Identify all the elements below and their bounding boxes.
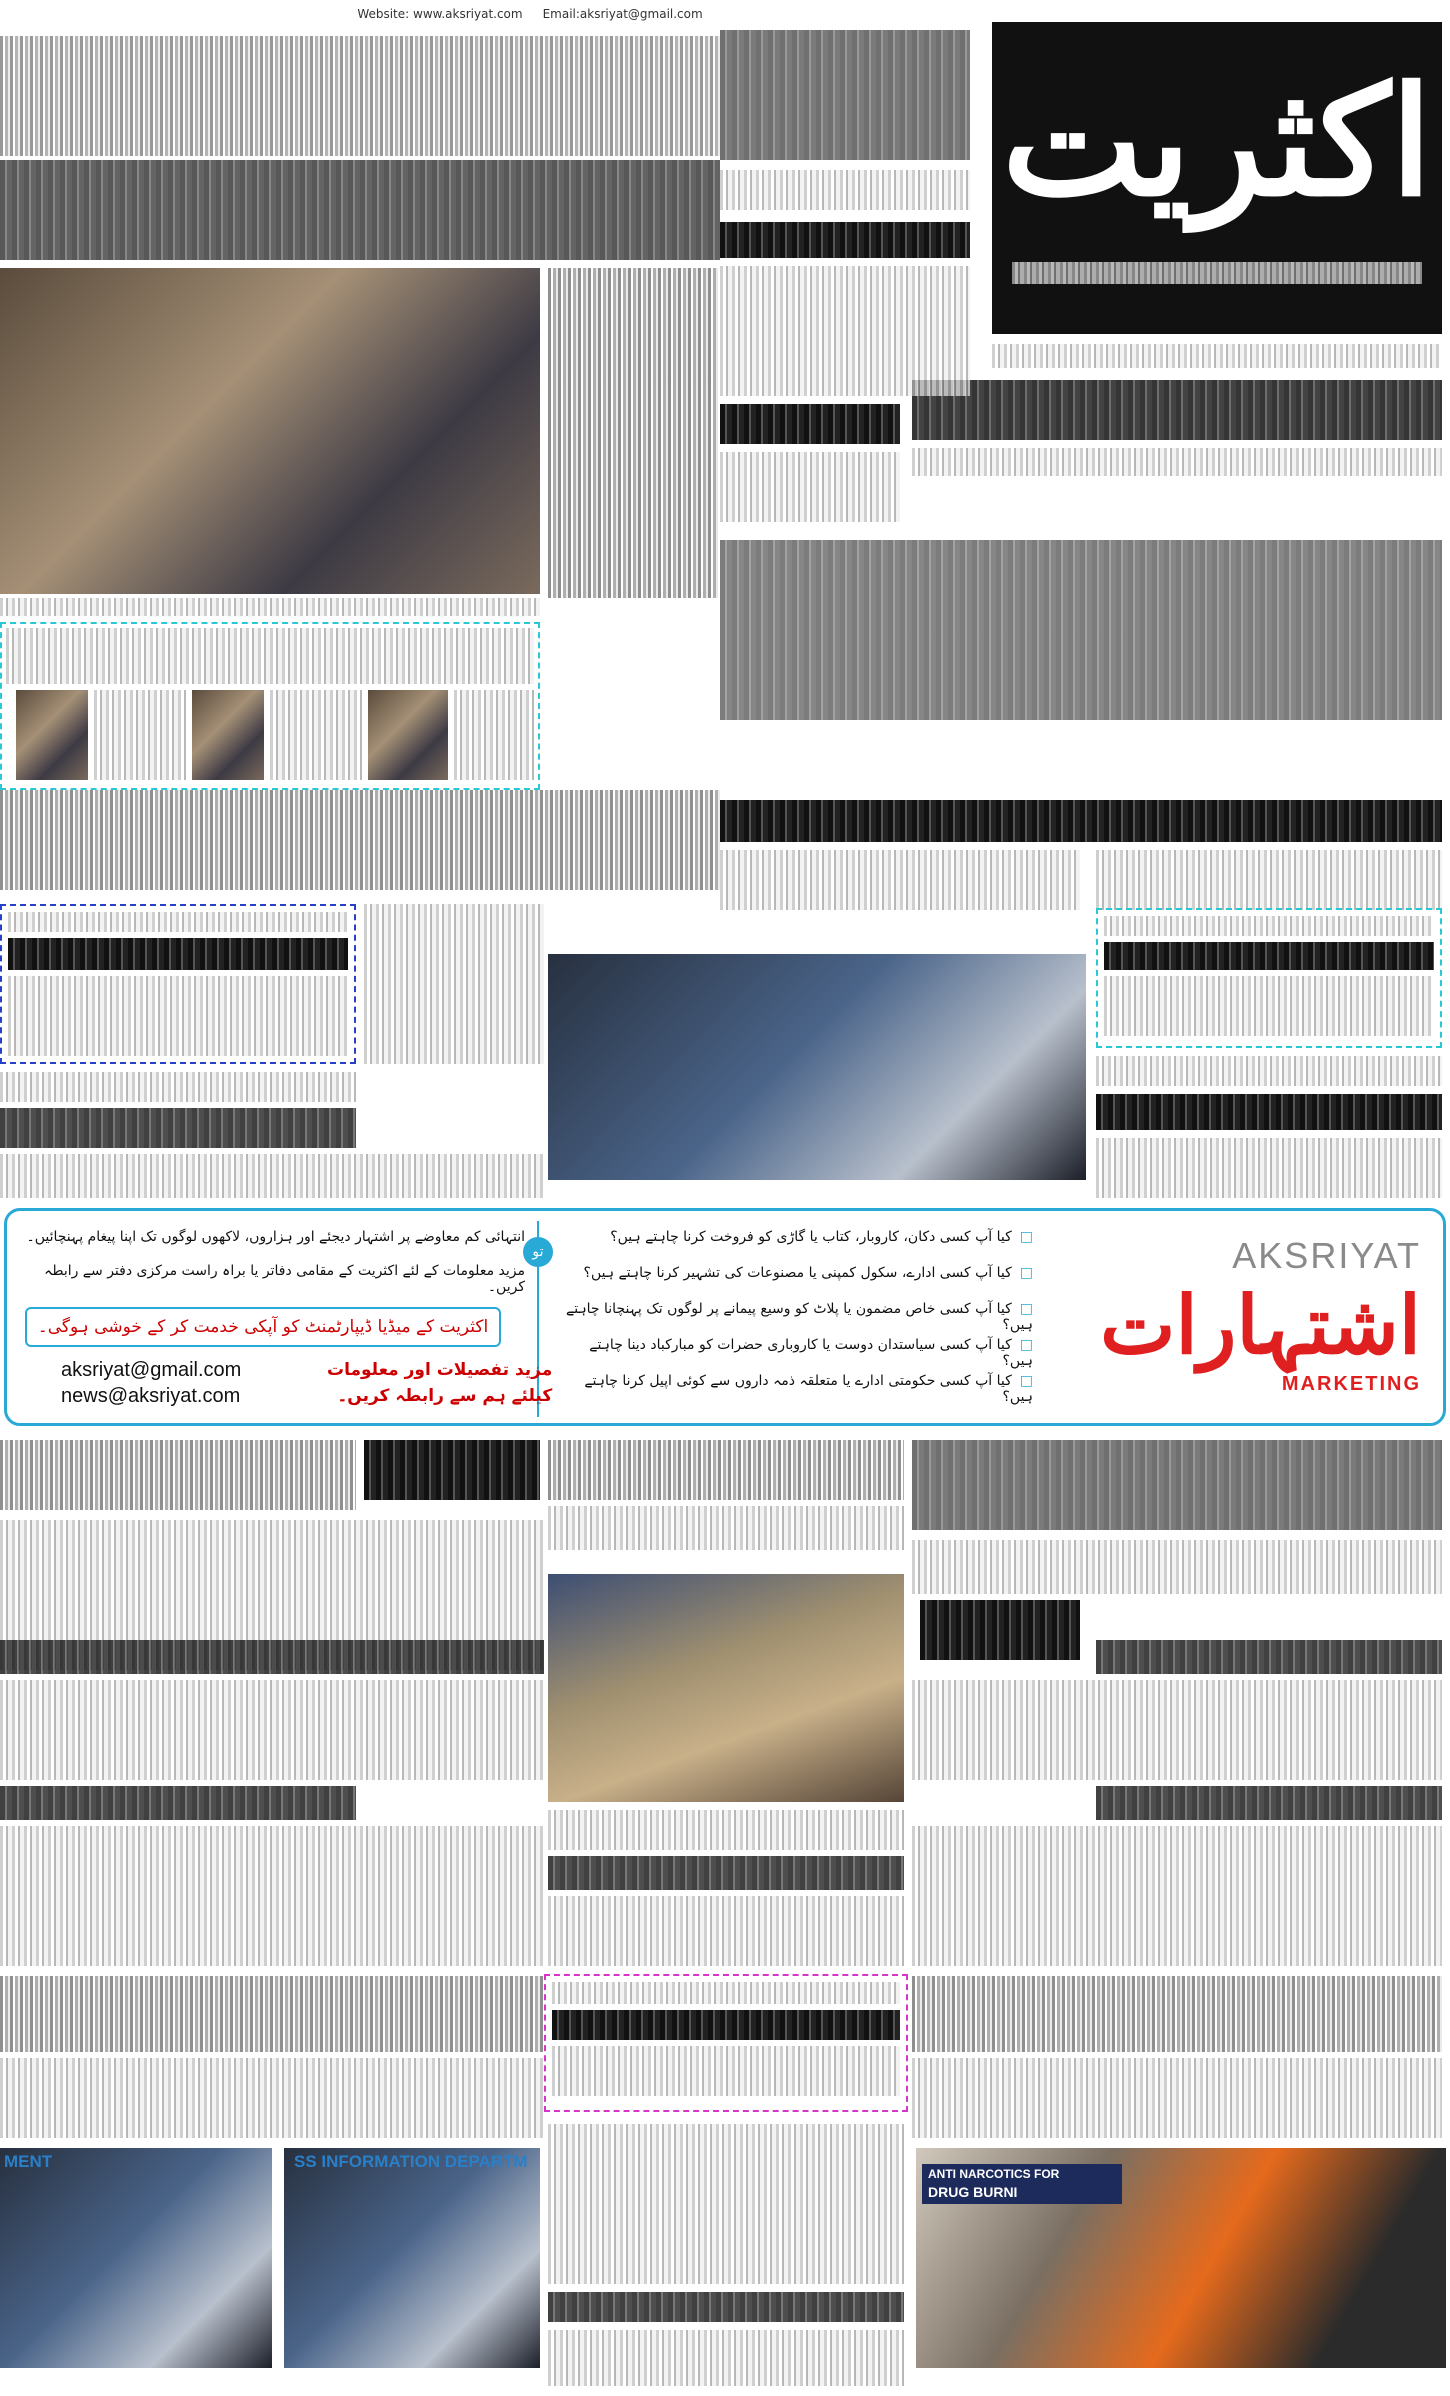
right-lower-text-2 xyxy=(1096,1138,1442,1198)
right-boxed-text xyxy=(1104,916,1434,936)
email-text: Email:aksriyat@gmail.com xyxy=(542,7,703,21)
ad-email-2[interactable]: news@aksriyat.com xyxy=(61,1385,241,1407)
bottom-right-headline xyxy=(912,1976,1442,2052)
pink-box-text-2 xyxy=(552,2046,900,2096)
lower-left-strip xyxy=(0,1640,544,1674)
portrait-1 xyxy=(16,690,88,780)
main-subheadline xyxy=(720,800,1442,842)
left-boxed-title xyxy=(8,912,348,932)
bottom-center-text-2 xyxy=(548,2330,904,2386)
portraits-box xyxy=(0,622,540,790)
press-conference-photo-2 xyxy=(284,2148,540,2368)
left-lower-strip xyxy=(0,1108,356,1148)
drug-burning-photo xyxy=(916,2148,1446,2368)
ad-contact-ur-1: مزید تفصیلات اور معلومات xyxy=(327,1360,553,1380)
meeting-photo xyxy=(548,954,1086,1180)
right-boxed-news xyxy=(1096,908,1442,1048)
ad-contact-urdu xyxy=(327,1357,552,1409)
left-mid-text xyxy=(364,904,544,1064)
lower-right-box xyxy=(920,1600,1080,1660)
right-lower-strip xyxy=(1096,1094,1442,1130)
lower-center-strip xyxy=(548,1856,904,1890)
right-sub-strip xyxy=(912,448,1442,476)
ad-brand-en: AKSRIYAT xyxy=(1232,1235,1421,1276)
anf-banner-text: ANTI NARCOTICS FOR xyxy=(928,2167,1060,2181)
bottom-center-strip xyxy=(548,2292,904,2322)
left-lower-text-2 xyxy=(0,1154,544,1198)
portrait-2 xyxy=(192,690,264,780)
main-headline xyxy=(720,540,1442,720)
center-top-text xyxy=(720,170,970,210)
lower-right-text xyxy=(912,1540,1442,1594)
date-banner xyxy=(912,380,1442,440)
lower-right-headline xyxy=(912,1440,1442,1530)
left-top-strip xyxy=(0,160,720,260)
left-side-text xyxy=(548,268,718,598)
main-story-text xyxy=(720,850,1080,910)
masthead xyxy=(992,22,1442,334)
center-mid-strip xyxy=(720,404,900,444)
ad-question-4: □ کیا آپ کسی سیاستدان دوست یا کاروباری حضرات کو مبارکباد دینا چاہتے ہیں؟ xyxy=(563,1337,1033,1369)
ad-brand-ur: اشتہارات xyxy=(1100,1278,1421,1372)
lower-right-text-2 xyxy=(912,1680,1442,1780)
rally-photo xyxy=(548,1574,904,1802)
ad-brand xyxy=(1061,1235,1421,1396)
lower-center-headline xyxy=(548,1440,904,1500)
ad-left-line1: انتہائی کم معاوضے پر اشتہار دیجئے اور ہزاروں، لاکھوں لوگوں تک اپنا پیغام پہنچائیں۔ xyxy=(26,1229,525,1245)
ad-question-1: □ کیا آپ کسی دکان، کاروبار، کتاب یا گاڑی کو فروخت کرنا چاہتے ہیں؟ xyxy=(563,1229,1033,1245)
center-top-text-2 xyxy=(720,266,970,396)
lower-right-text-3 xyxy=(912,1826,1442,1966)
left-boxed-news xyxy=(0,904,356,1064)
bottom-left-text xyxy=(0,2058,544,2138)
masthead-title: اکثریت xyxy=(1001,54,1433,230)
center-top-strip xyxy=(720,222,970,258)
masthead-info-strip xyxy=(992,344,1442,368)
lower-center-text xyxy=(548,1506,904,1550)
left-mid-headline xyxy=(0,790,720,890)
website-text: Website: www.aksriyat.com xyxy=(357,7,523,21)
pink-box-text xyxy=(552,1982,900,2004)
right-lower-text xyxy=(1096,1056,1442,1086)
press-conference-photo-1 xyxy=(0,2148,272,2368)
bottom-left-headline xyxy=(0,1976,544,2052)
portrait-text-1 xyxy=(94,690,186,780)
bottom-center-text xyxy=(548,2124,904,2284)
ad-question-3: □ کیا آپ کسی خاص مضمون یا پلاٹ کو وسیع پیمانے پر لوگوں تک پہنچانا چاہتے ہیں؟ xyxy=(563,1301,1033,1333)
lower-center-text-3 xyxy=(548,1896,904,1966)
ad-service-line: اکثریت کے میڈیا ڈیپارٹمنٹ کو آپکی خدمت کر کے خوشی ہوگی۔ xyxy=(25,1307,501,1347)
portrait-3 xyxy=(368,690,448,780)
lower-right-strip xyxy=(1096,1640,1442,1674)
ad-email-1[interactable]: aksriyat@gmail.com xyxy=(61,1359,242,1381)
portrait-text-2 xyxy=(270,690,362,780)
officials-meeting-photo xyxy=(0,268,540,594)
center-pink-box xyxy=(544,1974,908,2112)
lower-left-box xyxy=(364,1440,540,1500)
center-mid-text xyxy=(720,452,900,522)
anf-drug-text: DRUG BURNI xyxy=(928,2184,1018,2200)
ad-brand-tag: MARKETING xyxy=(1281,1373,1421,1395)
top-contact-bar xyxy=(300,4,760,24)
lower-center-text-2 xyxy=(548,1810,904,1850)
ad-question-5: □ کیا آپ کسی حکومتی ادارے یا متعلقہ ذمہ داروں سے کوئی اپیل کرنا چاہتے ہیں؟ xyxy=(563,1373,1033,1405)
portraits-headline xyxy=(6,628,534,684)
left-boxed-strip xyxy=(8,938,348,970)
portrait-text-3 xyxy=(454,690,534,780)
left-lower-text xyxy=(0,1072,356,1102)
press-label-right: SS INFORMATION DEPARTM xyxy=(294,2152,528,2171)
ad-badge: تو xyxy=(523,1237,553,1267)
ad-contact-ur-2: کیلئے ہم سے رابطہ کریں۔ xyxy=(337,1386,553,1406)
aksriyat-ad-banner[interactable] xyxy=(4,1208,1446,1426)
left-top-headline xyxy=(0,36,720,156)
ad-left-line2: مزید معلومات کے لئے اکثریت کے مقامی دفاتر یا براہ راست مرکزی دفتر سے رابطہ کریں۔ xyxy=(44,1263,525,1295)
right-boxed-strip xyxy=(1104,942,1434,970)
lower-left-strip-2 xyxy=(0,1786,356,1820)
left-boxed-text xyxy=(8,976,348,1056)
anf-banner xyxy=(922,2164,1122,2204)
center-top-headline xyxy=(720,30,970,160)
pink-box-strip xyxy=(552,2010,900,2040)
bottom-right-text xyxy=(912,2058,1442,2138)
lower-left-text-2 xyxy=(0,1680,544,1780)
ad-question-2: □ کیا آپ کسی ادارے، سکول کمپنی یا مصنوعات کی تشہیر کرنا چاہتے ہیں؟ xyxy=(563,1265,1033,1281)
right-story-text xyxy=(1096,850,1442,910)
masthead-subline xyxy=(1012,262,1422,284)
officials-caption xyxy=(0,598,540,616)
right-boxed-text-2 xyxy=(1104,976,1434,1036)
press-label-left: MENT xyxy=(4,2152,53,2171)
lower-right-strip-2 xyxy=(1096,1786,1442,1820)
lower-left-headline xyxy=(0,1440,356,1510)
ad-contact-emails[interactable] xyxy=(61,1357,241,1409)
lower-left-text-3 xyxy=(0,1826,544,1966)
